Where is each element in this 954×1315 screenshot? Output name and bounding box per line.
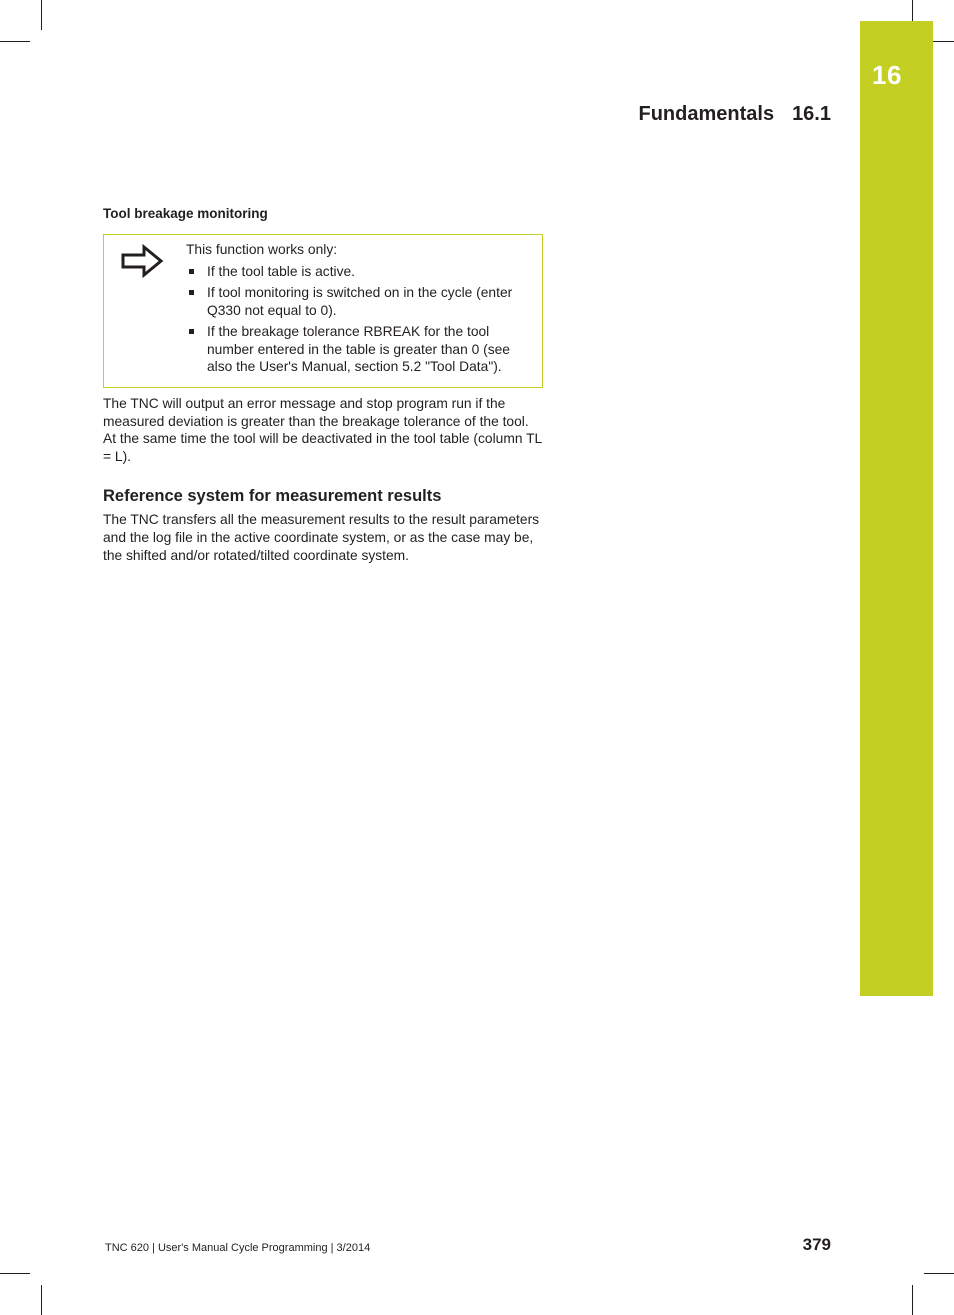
- list-item: If the breakage tolerance RBREAK for the tool number entered in the table is greater than 0 (see also the User's Manual, section 5.2 "Tool Data").: [186, 323, 536, 376]
- footer-text: TNC 620 | User's Manual Cycle Programming | 3/2014: [105, 1242, 371, 1254]
- list-item: If the tool table is active.: [186, 263, 536, 281]
- note-intro: This function works only:: [186, 242, 338, 257]
- tool-breakage-heading: Tool breakage monitoring: [103, 206, 268, 221]
- note-box: [103, 234, 543, 388]
- page-number: 379: [802, 1235, 831, 1254]
- reference-system-heading: Reference system for measurement results: [103, 487, 442, 506]
- main-content: [103, 206, 543, 564]
- crop-mark: [41, 0, 42, 30]
- tool-breakage-paragraph: The TNC will output an error message and stop program run if the measured deviation is greater than the breakage tolerance of the tool. At the same time the tool will be deactivated in the tool table (column TL = L).: [103, 396, 542, 464]
- running-head: [638, 103, 831, 126]
- chapter-tab: [860, 21, 933, 996]
- running-head-section: 16.1: [792, 103, 831, 125]
- right-arrow-icon: [120, 243, 164, 279]
- note-list: [186, 263, 536, 376]
- running-head-title: Fundamentals: [638, 103, 775, 125]
- crop-mark: [41, 1285, 42, 1315]
- crop-mark: [912, 1285, 913, 1315]
- reference-system-paragraph: The TNC transfers all the measurement results to the result parameters and the log file in the active coordinate system, or as the case may be, the shifted and/or rotated/tilted coordinate system.: [103, 512, 540, 563]
- crop-mark: [0, 41, 30, 42]
- crop-mark: [924, 1273, 954, 1274]
- list-item: If tool monitoring is switched on in the cycle (enter Q330 not equal to 0).: [186, 284, 536, 319]
- note-text: [186, 241, 536, 380]
- chapter-number: 16: [872, 60, 902, 90]
- crop-mark: [0, 1273, 30, 1274]
